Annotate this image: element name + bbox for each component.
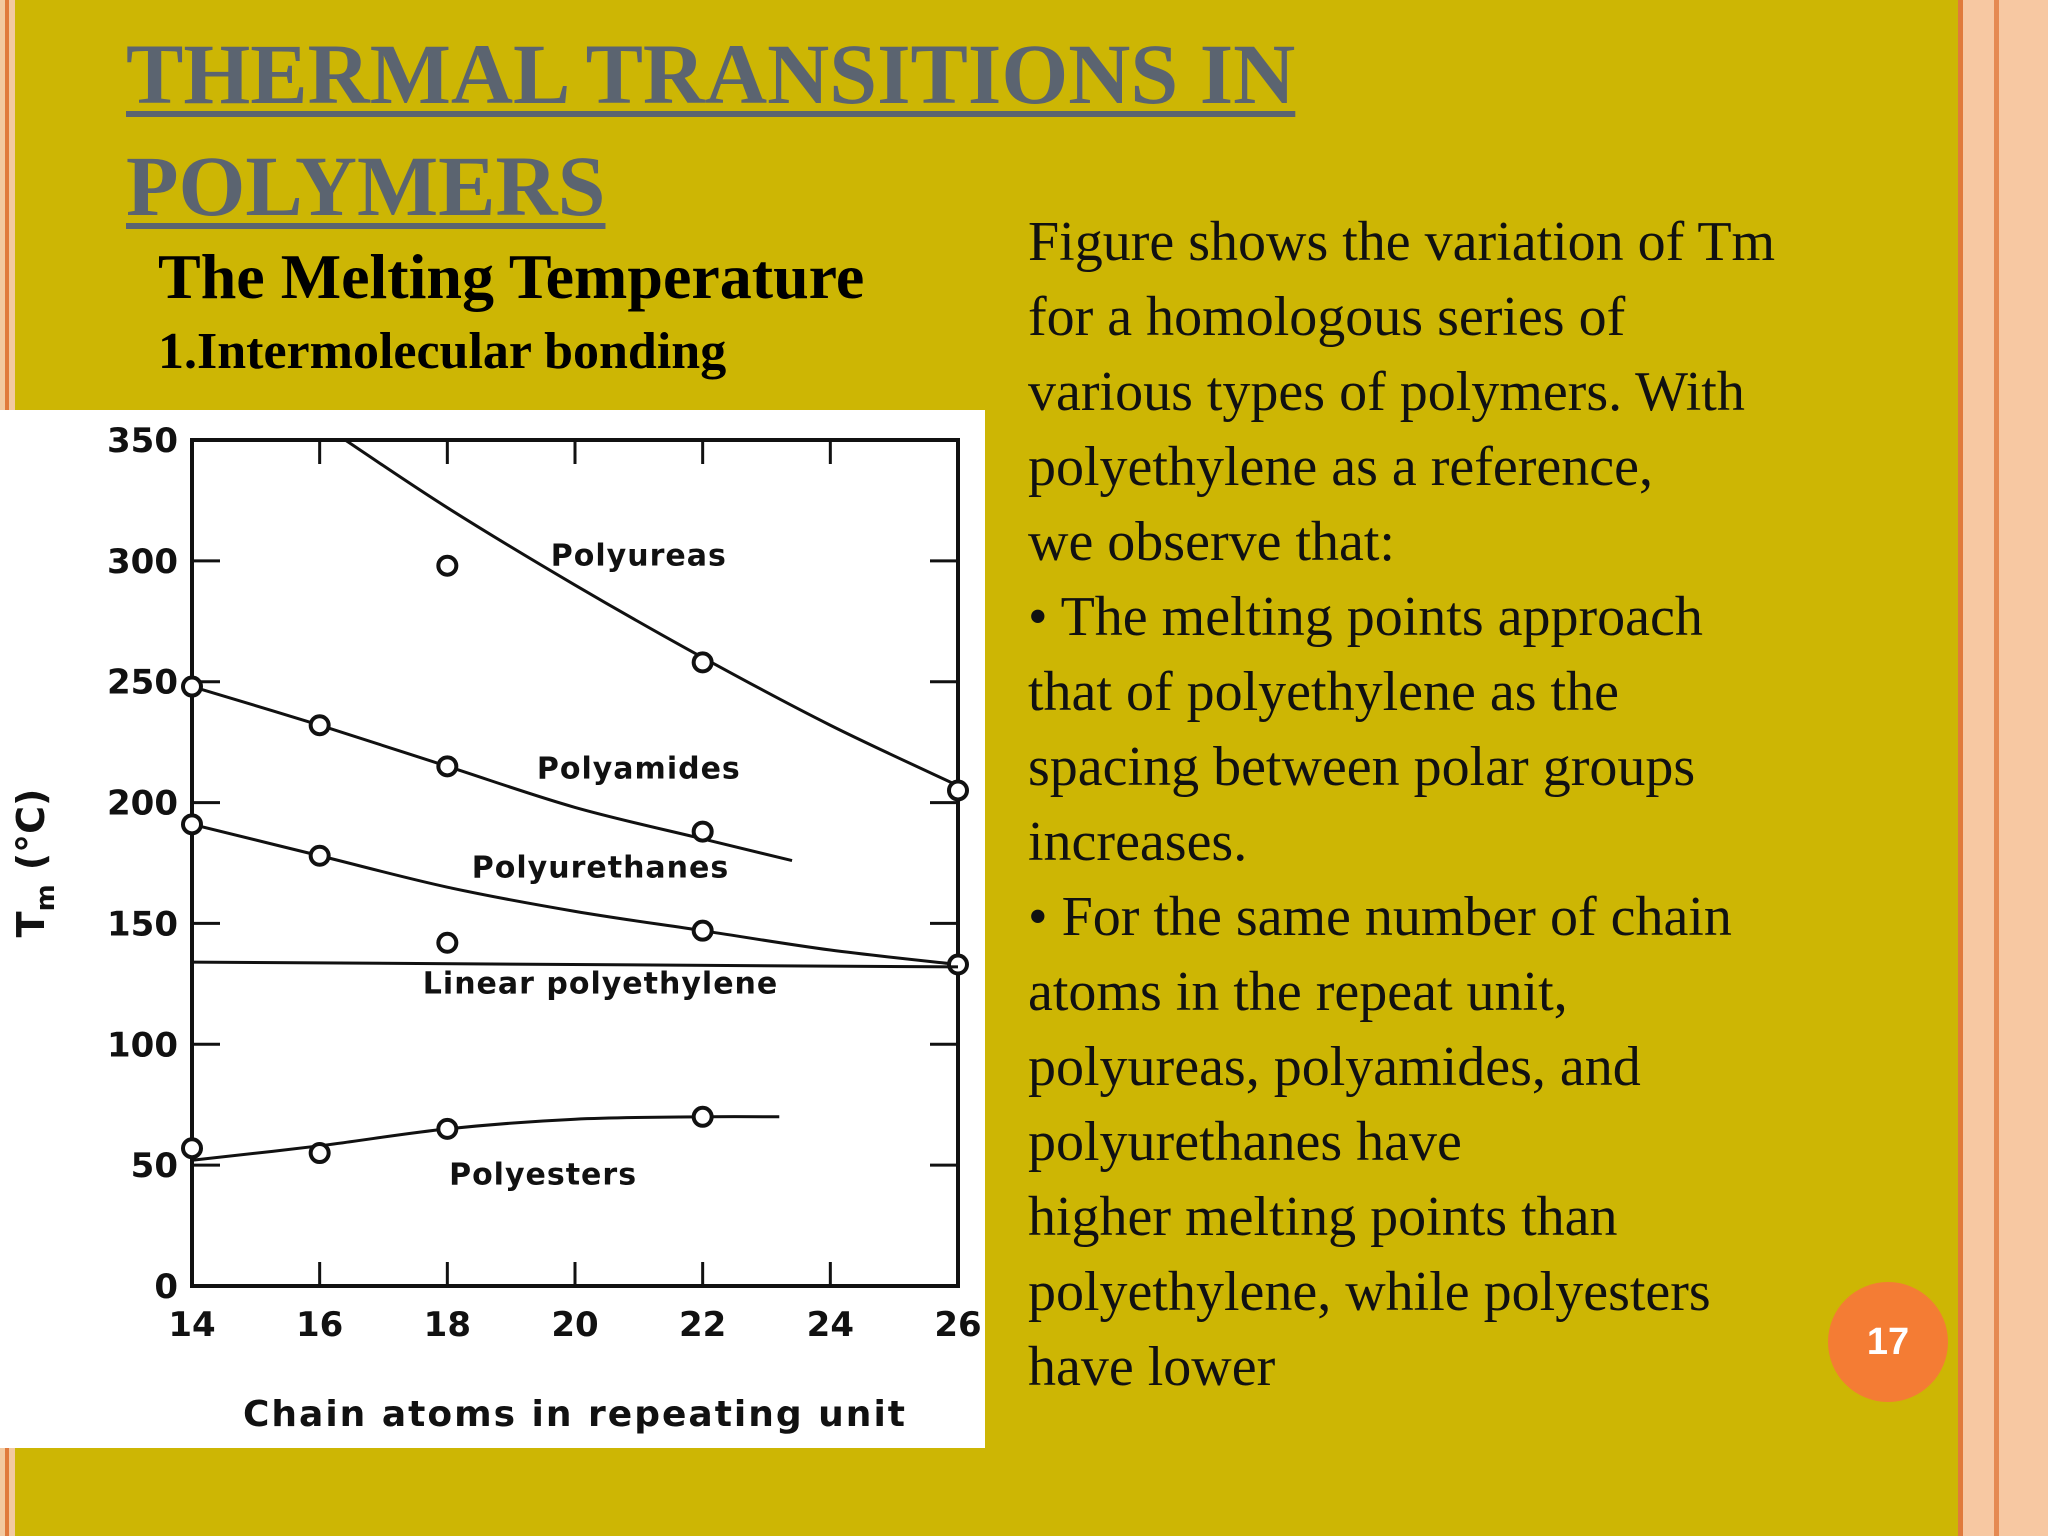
x-tick-label: 14	[168, 1305, 216, 1345]
x-axis-title: Chain atoms in repeating unit	[243, 1394, 907, 1435]
body-line: polyureas, polyamides, and	[1028, 1036, 1641, 1098]
data-point-polyureas	[949, 781, 967, 799]
data-point-polyurethanes	[949, 956, 967, 974]
series-label-polyureas: Polyureas	[550, 538, 727, 574]
body-line: polyethylene as a reference,	[1028, 436, 1653, 498]
data-point-polyesters	[438, 1120, 456, 1138]
x-tick-label: 16	[296, 1305, 344, 1345]
data-point-polyamides	[438, 757, 456, 775]
y-tick-label: 250	[107, 662, 178, 703]
series-label-polyamides: Polyamides	[536, 751, 741, 787]
y-axis-title-main: T	[9, 911, 53, 938]
data-point-polyureas	[694, 653, 712, 671]
body-line: polyurethanes have	[1028, 1111, 1462, 1173]
body-line: Figure shows the variation of Tm	[1028, 211, 1776, 273]
data-point-polyesters	[694, 1108, 712, 1126]
y-tick-label: 50	[130, 1146, 178, 1187]
slide-title-line-2: POLYMERS	[126, 138, 606, 234]
y-tick-label: 300	[107, 541, 178, 582]
data-point-polyurethanes	[311, 847, 329, 865]
body-line: higher melting points than	[1028, 1186, 1618, 1248]
body-line: have lower	[1028, 1336, 1276, 1398]
data-point-polyesters	[311, 1144, 329, 1162]
x-tick-label: 20	[551, 1305, 599, 1345]
body-line: increases.	[1028, 811, 1248, 873]
slide-subtitle: The Melting Temperature	[158, 241, 865, 312]
x-tick-label: 22	[679, 1305, 727, 1345]
chart-svg	[0, 410, 985, 1448]
body-line: • The melting points approach	[1028, 586, 1703, 648]
y-tick-label: 0	[154, 1267, 178, 1307]
y-tick-label: 200	[107, 783, 178, 824]
body-line: we observe that:	[1028, 511, 1395, 573]
data-point-polyurethanes	[183, 815, 201, 833]
slide-title-line-1: THERMAL TRANSITIONS IN	[126, 26, 1296, 122]
series-line-polyurethanes	[192, 824, 958, 964]
body-line: spacing between polar groups	[1028, 736, 1696, 798]
data-point-polyurethanes	[694, 922, 712, 940]
data-point-polyurethanes	[438, 934, 456, 952]
body-line: atoms in the repeat unit,	[1028, 961, 1568, 1023]
body-line: for a homologous series of	[1028, 286, 1626, 348]
body-line: that of polyethylene as the	[1028, 661, 1619, 723]
y-axis-title-sub: m	[31, 884, 61, 912]
body-line: various types of polymers. With	[1028, 361, 1745, 423]
body-line: polyethylene, while polyesters	[1028, 1261, 1711, 1323]
x-tick-label: 18	[423, 1305, 471, 1345]
x-tick-label: 24	[806, 1305, 854, 1345]
data-point-polyamides	[694, 823, 712, 841]
x-tick-label: 26	[934, 1305, 982, 1345]
y-tick-label: 100	[107, 1025, 178, 1066]
body-line: • For the same number of chain	[1028, 886, 1732, 948]
section-heading: 1.Intermolecular bonding	[158, 323, 727, 380]
series-label-polyurethanes: Polyurethanes	[471, 850, 730, 886]
series-label-linear-polyethylene: Linear polyethylene	[422, 966, 779, 1002]
series-line-polyesters	[192, 1117, 779, 1161]
series-label-polyesters: Polyesters	[449, 1157, 638, 1193]
y-tick-label: 150	[107, 904, 178, 945]
data-point-polyesters	[183, 1139, 201, 1157]
series-line-polyureas	[345, 440, 958, 786]
y-tick-label: 350	[107, 421, 178, 461]
melting-temperature-chart	[0, 410, 985, 1448]
data-point-polyureas	[438, 557, 456, 575]
page-number-badge: 17	[1828, 1282, 1948, 1402]
right-decorative-band	[1958, 0, 2048, 1536]
data-point-polyamides	[311, 716, 329, 734]
data-point-polyamides	[183, 678, 201, 696]
body-text	[1028, 205, 1948, 1405]
y-axis-title-unit: (°C)	[9, 788, 53, 871]
y-axis-title	[9, 789, 61, 938]
